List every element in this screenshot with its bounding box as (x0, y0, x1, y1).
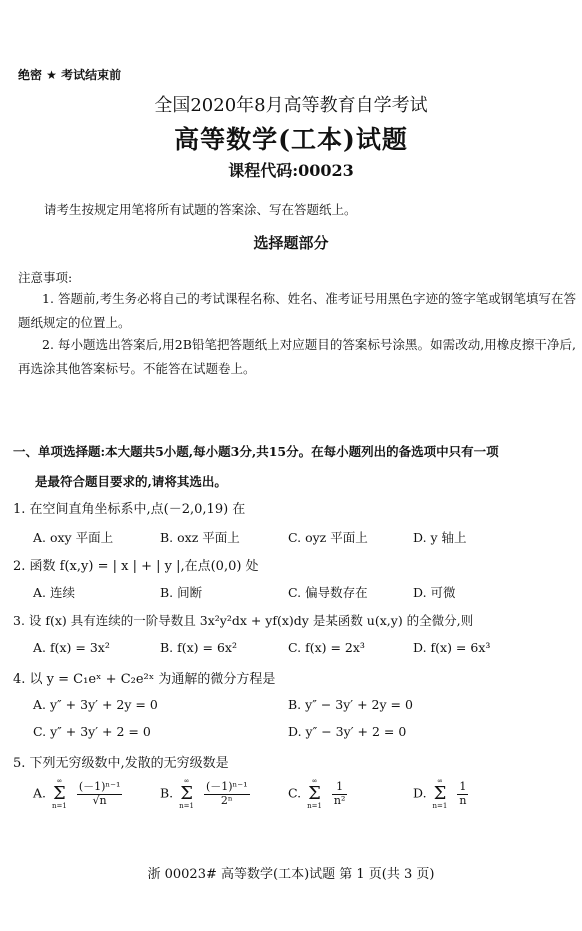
summation-sign (307, 778, 322, 810)
sigma-symbol: Σ (53, 783, 66, 804)
series-term (332, 781, 348, 806)
option-a: A. 连续 (33, 585, 75, 600)
question-stem: 1. 在空间直角坐标系中,点(－2,0,19) 在 (13, 502, 246, 517)
option-c: C. oyz 平面上 (288, 530, 368, 545)
term-numerator: (－1)ⁿ⁻¹ (205, 780, 248, 794)
option-b: B. f(x) = 6x² (160, 640, 237, 655)
option-a: A. f(x) = 3x² (33, 640, 110, 655)
option-letter: A. (33, 785, 47, 801)
option-d: D. f(x) = 6x³ (413, 640, 491, 655)
option-a: A. oxy 平面上 (33, 530, 114, 545)
option-d: D. 可微 (413, 585, 456, 600)
summation-sign (179, 778, 194, 810)
sum-upper-limit: ∞ (437, 777, 443, 785)
option-c: C. y″ + 3y′ + 2 = 0 (33, 724, 151, 739)
summation-sign (52, 778, 67, 810)
sigma-symbol: Σ (308, 783, 321, 804)
option-c (288, 778, 347, 810)
question-stem: 5. 下列无穷级数中,发散的无穷级数是 (13, 756, 229, 771)
notes-title: 注意事项: (18, 270, 73, 285)
option-c: C. 偏导数存在 (288, 585, 368, 600)
series-term (77, 781, 123, 806)
option-c: C. f(x) = 2x³ (288, 640, 365, 655)
series-term (457, 781, 468, 806)
sum-lower-limit: n=1 (432, 802, 448, 810)
option-b: B. 间断 (160, 585, 203, 600)
option-b (160, 778, 250, 810)
option-letter: C. (288, 785, 302, 801)
option-d (413, 778, 468, 810)
option-d: D. y″ − 3y′ + 2 = 0 (288, 724, 407, 739)
term-denominator: n² (333, 793, 346, 807)
part-title: 选择题部分 (253, 234, 329, 252)
question-stem: 4. 以 y = C₁eˣ + C₂e²ˣ 为通解的微分方程是 (13, 672, 276, 687)
option-a (33, 778, 122, 810)
option-letter: D. (413, 785, 427, 801)
term-numerator: 1 (457, 781, 468, 794)
term-denominator: 2ⁿ (220, 793, 233, 807)
note-item: 2. 每小题选出答案后,用2B铅笔把答题纸上对应题目的答案标号涂黑。如需改动,用橡皮擦干净后,再选涂其他答案标号。不能答在试题卷上。 (18, 337, 576, 376)
section-heading-line: 是最符合题目要求的,请将其选出。 (35, 474, 227, 489)
sum-lower-limit: n=1 (307, 802, 322, 810)
term-numerator: 1 (332, 781, 348, 794)
option-b: B. oxz 平面上 (160, 530, 240, 545)
course-code: 课程代码:00023 (228, 161, 354, 180)
question-stem: 2. 函数 f(x,y) = | x | + | y |,在点(0,0) 处 (13, 559, 259, 574)
page-footer: 浙 00023# 高等数学(工本)试题 第 1 页(共 3 页) (147, 867, 435, 882)
sum-upper-limit: ∞ (311, 777, 318, 785)
sum-upper-limit: ∞ (183, 777, 190, 785)
term-denominator: √n (92, 793, 107, 807)
answer-instruction: 请考生按规定用笔将所有试题的答案涂、写在答题纸上。 (44, 202, 357, 217)
sum-upper-limit: ∞ (56, 777, 63, 785)
subject-title: 高等数学(工本)试题 (174, 125, 408, 154)
term-denominator: n (459, 793, 467, 807)
confidential-label: 绝密 ★ 考试结束前 (18, 68, 122, 82)
sigma-symbol: Σ (180, 783, 193, 804)
section-heading (13, 437, 573, 497)
option-b: B. y″ − 3y′ + 2y = 0 (288, 697, 413, 712)
sum-lower-limit: n=1 (52, 802, 67, 810)
option-d: D. y 轴上 (413, 530, 467, 545)
option-a: A. y″ + 3y′ + 2y = 0 (33, 697, 158, 712)
series-term (204, 781, 250, 806)
summation-sign (433, 778, 448, 810)
sum-lower-limit: n=1 (179, 802, 194, 810)
exam-title: 全国2020年8月高等教育自学考试 (154, 95, 428, 116)
question-stem: 3. 设 f(x) 具有连续的一阶导数且 3x²y²dx + yf(x)dy 是某函数 u(x,y) 的全微分,则 (13, 613, 474, 628)
note-item: 1. 答题前,考生务必将自己的考试课程名称、姓名、准考证号用黑色字迹的签字笔或钢笔填写在答题纸规定的位置上。 (18, 291, 576, 330)
section-heading-line: 一、单项选择题:本大题共5小题,每小题3分,共15分。在每小题列出的备选项中只有一项 (13, 444, 499, 459)
sigma-symbol: Σ (433, 783, 447, 804)
option-letter: B. (160, 785, 174, 801)
term-numerator: (－1)ⁿ⁻¹ (78, 780, 121, 794)
